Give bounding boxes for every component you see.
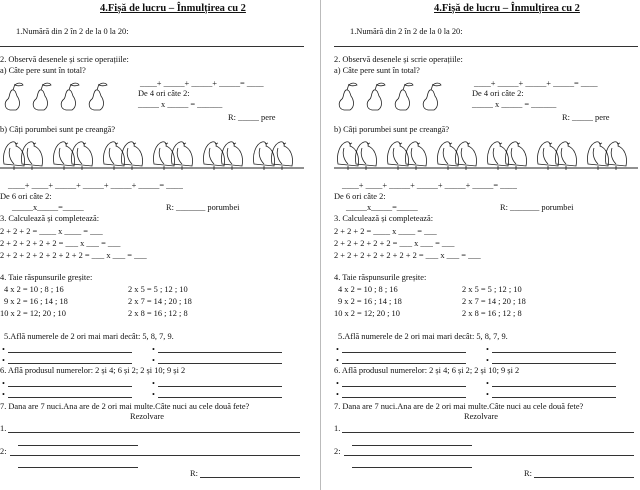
exercise-2-intro: 2. Observă desenele și scrie operațiile: (334, 55, 463, 64)
answer-line (342, 432, 634, 433)
de-6-ori: De 6 ori câte 2: (334, 192, 386, 201)
taie-left: 4 x 2 = 10 ; 8 ; 16 (338, 285, 398, 294)
solution-step-1: 1. (334, 424, 341, 433)
exercise-4: 4. Taie răspunsurile greșite: (334, 273, 427, 282)
taie-right: 2 x 8 = 16 ; 12 ; 8 (462, 309, 522, 318)
exercise-3: 3. Calculează și completează: (334, 214, 434, 223)
calc-row: 2 + 2 + 2 = ____ x ____ = ___ (334, 227, 437, 236)
bird-answer: R: _______ porumbei (500, 203, 574, 212)
solution-step-2: 2: (0, 447, 7, 456)
pear-sum: ____+ _____+ _____+ _____= ____ (474, 79, 598, 88)
worksheet-title: 4.Fișă de lucru – Înmulțirea cu 2 (100, 3, 246, 14)
answer-line (158, 352, 282, 353)
bullet: • (2, 356, 5, 365)
bullet: • (486, 390, 489, 399)
page-divider (320, 0, 321, 490)
answer-line (158, 386, 282, 387)
final-answer: R: (190, 469, 198, 478)
answer-line (534, 477, 634, 478)
answer-line (18, 445, 138, 446)
dove-pair-icon (0, 136, 304, 174)
answer-line (8, 363, 132, 364)
bullet: • (152, 345, 155, 354)
answer-line (334, 46, 638, 47)
answer-line (342, 397, 466, 398)
answer-line (18, 467, 138, 468)
rezolvare-heading: Rezolvare (464, 412, 498, 421)
pear-answer: R: _____ pere (562, 113, 610, 122)
bird-sum: ____+ ____+ _____+ _____+ _____+ _____= ____ (342, 181, 517, 190)
taie-right: 2 x 7 = 14 ; 20 ; 18 (462, 297, 526, 306)
answer-line (10, 455, 300, 456)
taie-left: 9 x 2 = 16 ; 14 ; 18 (338, 297, 402, 306)
answer-line (352, 445, 472, 446)
worksheet-right (334, 0, 638, 490)
bird-answer: R: _______ porumbei (166, 203, 240, 212)
bird-multiplication: _____x_____=_____ (12, 203, 84, 212)
pear-icon (4, 80, 116, 112)
de-6-ori: De 6 ori câte 2: (0, 192, 52, 201)
exercise-2b: b) Câți porumbei sunt pe creangă? (0, 125, 116, 134)
exercise-4: 4. Taie răspunsurile greșite: (0, 273, 93, 282)
exercise-1: 1.Numără din 2 în 2 de la 0 la 20: (16, 27, 129, 36)
worksheet-left (0, 0, 304, 490)
bullet: • (486, 356, 489, 365)
taie-left: 9 x 2 = 16 ; 14 ; 18 (4, 297, 68, 306)
answer-line (8, 432, 300, 433)
worksheet-title: 4.Fișă de lucru – Înmulțirea cu 2 (434, 3, 580, 14)
answer-line (342, 386, 466, 387)
exercise-3: 3. Calculează și completează: (0, 214, 100, 223)
exercise-2b: b) Câți porumbei sunt pe creangă? (334, 125, 450, 134)
taie-left: 10 x 2 = 12; 20 ; 10 (334, 309, 400, 318)
pear-multiplication: _____ x _____ = ______ (472, 100, 557, 109)
exercise-5: 5.Află numerele de 2 ori mai mari decât: 5, 8, 7, 9. (338, 332, 508, 341)
exercise-1: 1.Numără din 2 în 2 de la 0 la 20: (350, 27, 463, 36)
answer-line (8, 352, 132, 353)
exercise-7: 7. Dana are 7 nuci.Ana are de 2 ori mai multe.Câte nuci au cele două fete? (0, 402, 250, 411)
answer-line (0, 46, 304, 47)
answer-line (492, 397, 616, 398)
answer-line (342, 363, 466, 364)
solution-step-1: 1. (0, 424, 7, 433)
taie-left: 10 x 2 = 12; 20 ; 10 (0, 309, 66, 318)
taie-left: 4 x 2 = 10 ; 8 ; 16 (4, 285, 64, 294)
pear-answer: R: _____ pere (228, 113, 276, 122)
bird-sum: ____+ ____+ _____+ _____+ _____+ _____= ____ (8, 181, 183, 190)
de-4-ori: De 4 ori câte 2: (472, 89, 524, 98)
answer-line (352, 467, 472, 468)
answer-line (492, 363, 616, 364)
calc-row: 2 + 2 + 2 + 2 + 2 + 2 + 2 = ___ x ___ = ___ (0, 251, 147, 260)
bullet: • (336, 390, 339, 399)
bullet: • (2, 379, 5, 388)
rezolvare-heading: Rezolvare (130, 412, 164, 421)
de-4-ori: De 4 ori câte 2: (138, 89, 190, 98)
exercise-2a: a) Câte pere sunt în total? (0, 66, 86, 75)
exercise-6: 6. Află produsul numerelor: 2 și 4; 6 și 2; 2 și 10; 9 și 2 (334, 366, 520, 375)
exercise-2-intro: 2. Observă desenele și scrie operațiile: (0, 55, 129, 64)
calc-row: 2 + 2 + 2 + 2 + 2 + 2 + 2 = ___ x ___ = ___ (334, 251, 481, 260)
calc-row: 2 + 2 + 2 + 2 + 2 = ___ x ___ = ___ (334, 239, 455, 248)
answer-line (158, 363, 282, 364)
bullet: • (152, 356, 155, 365)
answer-line (344, 455, 634, 456)
answer-line (8, 397, 132, 398)
taie-right: 2 x 8 = 16 ; 12 ; 8 (128, 309, 188, 318)
answer-line (8, 386, 132, 387)
taie-right: 2 x 5 = 5 ; 12 ; 10 (128, 285, 188, 294)
exercise-6: 6. Află produsul numerelor: 2 și 4; 6 și 2; 2 și 10; 9 și 2 (0, 366, 186, 375)
bullet: • (336, 379, 339, 388)
answer-line (200, 477, 300, 478)
pear-icon (338, 80, 450, 112)
bullet: • (336, 345, 339, 354)
answer-line (342, 352, 466, 353)
answer-line (492, 352, 616, 353)
bullet: • (486, 379, 489, 388)
bullet: • (2, 345, 5, 354)
solution-step-2: 2: (334, 447, 341, 456)
bullet: • (152, 390, 155, 399)
calc-row: 2 + 2 + 2 + 2 + 2 = ___ x ___ = ___ (0, 239, 121, 248)
answer-line (492, 386, 616, 387)
pear-multiplication: _____ x _____ = ______ (138, 100, 223, 109)
pear-sum: ____+ _____+ _____+ _____= ____ (140, 79, 264, 88)
bird-multiplication: _____x_____=_____ (346, 203, 418, 212)
dove-pair-icon (334, 136, 638, 174)
exercise-7: 7. Dana are 7 nuci.Ana are de 2 ori mai multe.Câte nuci au cele două fete? (334, 402, 584, 411)
taie-right: 2 x 5 = 5 ; 12 ; 10 (462, 285, 522, 294)
bullet: • (2, 390, 5, 399)
answer-line (158, 397, 282, 398)
bullet: • (152, 379, 155, 388)
bullet: • (486, 345, 489, 354)
exercise-2a: a) Câte pere sunt în total? (334, 66, 420, 75)
exercise-5: 5.Află numerele de 2 ori mai mari decât: 5, 8, 7, 9. (4, 332, 174, 341)
calc-row: 2 + 2 + 2 = ____ x ____ = ___ (0, 227, 103, 236)
final-answer: R: (524, 469, 532, 478)
taie-right: 2 x 7 = 14 ; 20 ; 18 (128, 297, 192, 306)
bullet: • (336, 356, 339, 365)
